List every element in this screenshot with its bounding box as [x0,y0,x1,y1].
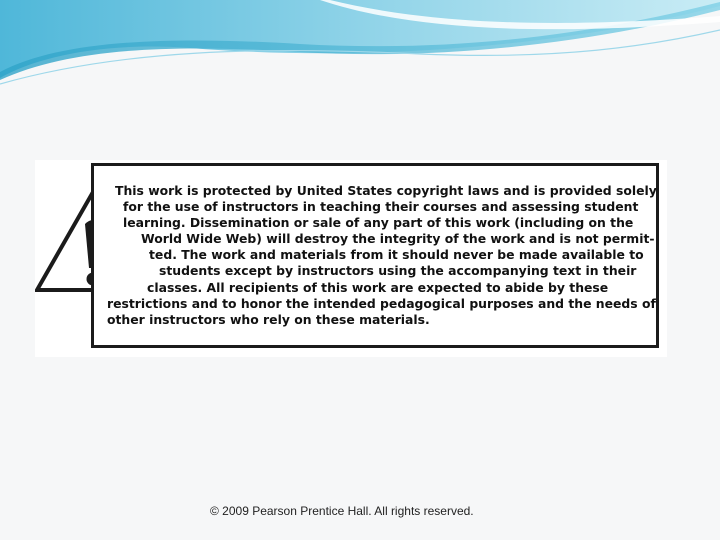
notice-line: other instructors who rely on these materials. [107,311,430,327]
header-wave-decoration [0,0,720,90]
copyright-warning-notice [35,160,667,357]
notice-line: ted. The work and materials from it should never be made available to [149,247,644,263]
notice-text [107,183,657,328]
notice-line: students except by instructors using the accompanying text in their [159,263,637,279]
notice-line: World Wide Web) will destroy the integrity of the work and is not permit- [141,231,655,247]
footer-copyright: © 2009 Pearson Prentice Hall. All rights reserved. [210,504,474,518]
notice-line: restrictions and to honor the intended pedagogical purposes and the needs of [107,295,656,311]
notice-line: for the use of instructors in teaching their courses and assessing student [123,199,639,215]
notice-line: classes. All recipients of this work are expected to abide by these [147,279,609,295]
notice-line: learning. Dissemination or sale of any part of this work (including on the [123,215,634,231]
notice-line: This work is protected by United States copyright laws and is provided solely [115,183,657,198]
